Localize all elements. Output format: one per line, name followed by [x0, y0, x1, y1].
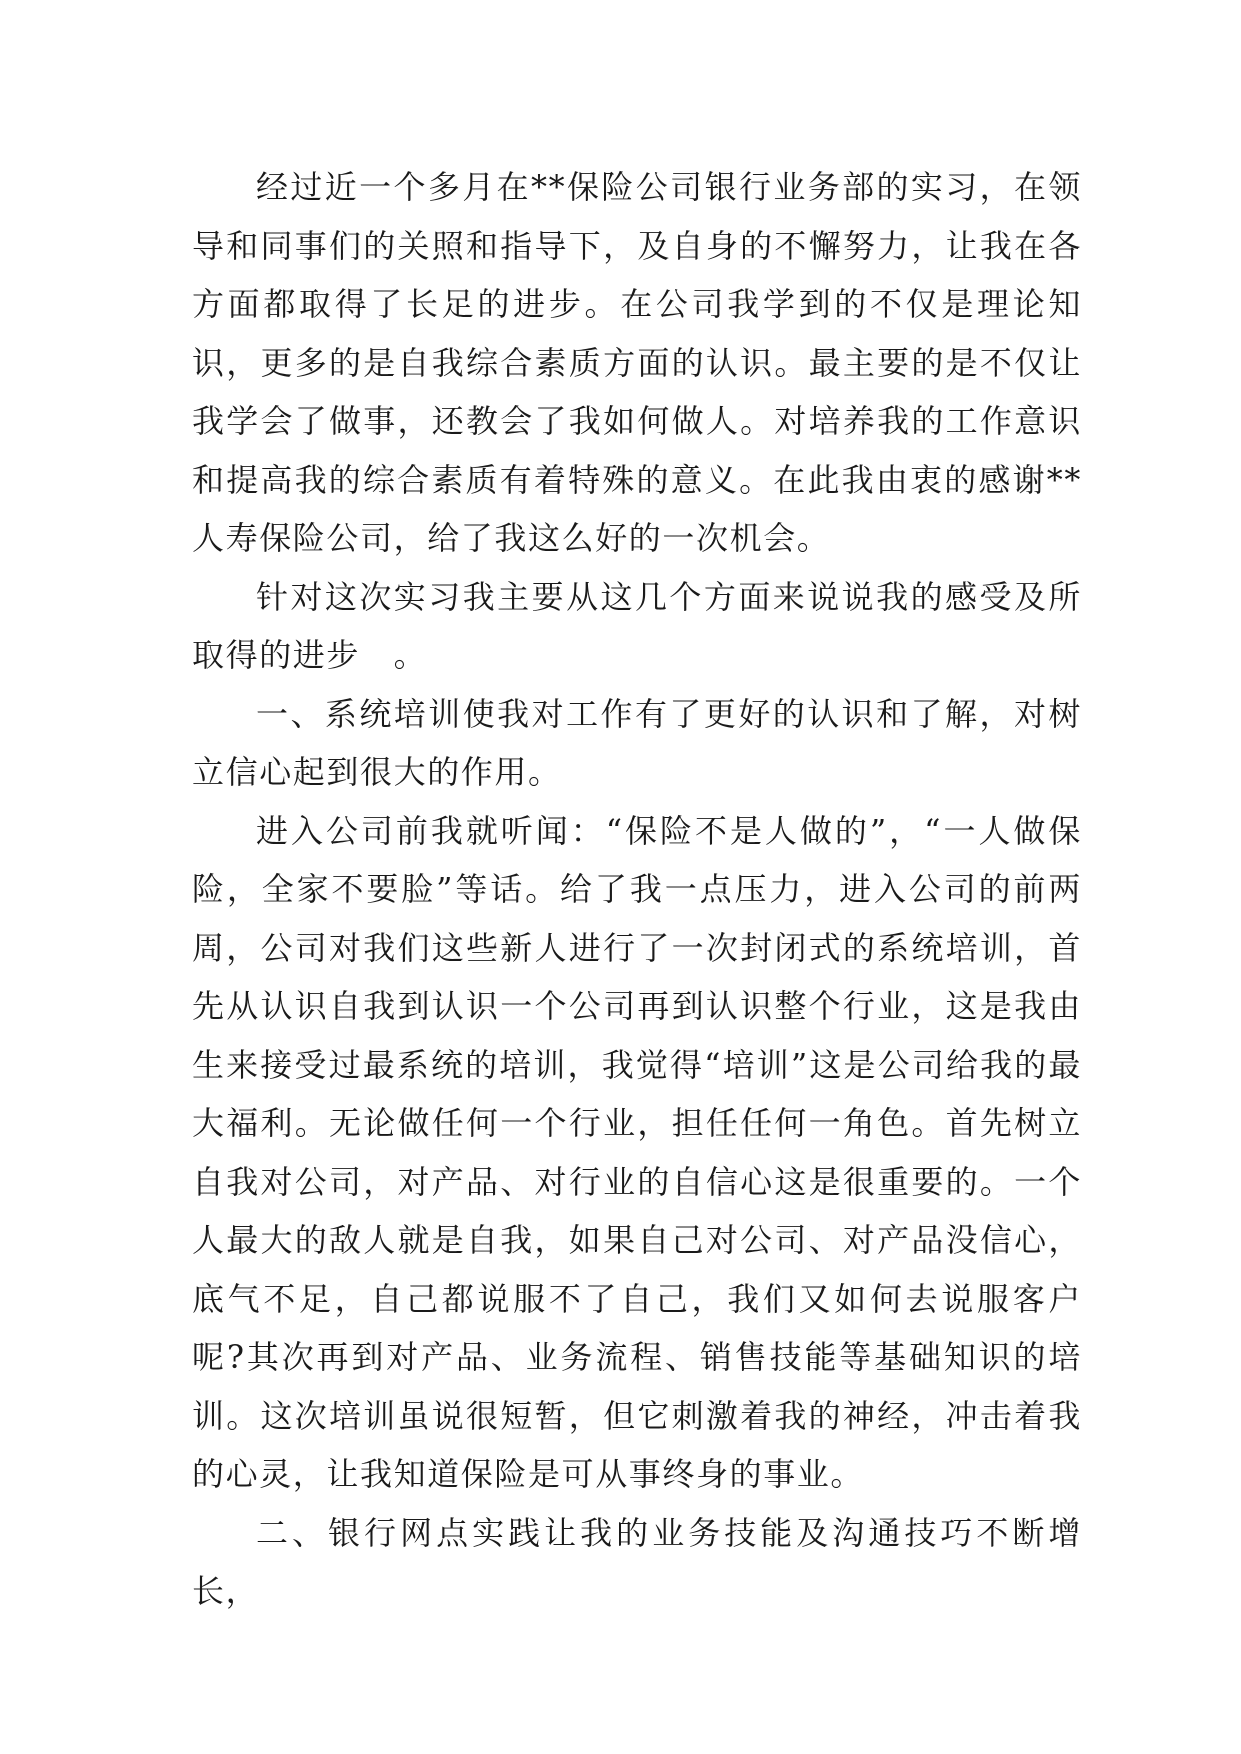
- document-body: [192, 158, 1082, 1621]
- paragraph-internship-intro: 经过近一个多月在**保险公司银行业务部的实习，在领导和同事们的关照和指导下，及自身的不懈努力，让我在各方面都取得了长足的进步。在公司我学到的不仅是理论知识，更多的是自我综合素质方面的认识。最主要的是不仅让我学会了做事，还教会了我如何做人。对培养我的工作意识和提高我的综合素质有着特殊的意义。在此我由衷的感谢**人寿保险公司，给了我这么好的一次机会。: [192, 168, 1082, 557]
- paragraph-section-two-heading: 二、银行网点实践让我的业务技能及沟通技巧不断增长，: [192, 1513, 1082, 1610]
- paragraph-aspects-intro: 针对这次实习我主要从这几个方面来说说我的感受及所取得的进步 。: [192, 577, 1082, 674]
- paragraph-training-details: 进入公司前我就听闻：“保险不是人做的”，“一人做保险，全家不要脸”等话。给了我一点压力，进入公司的前两周，公司对我们这些新人进行了一次封闭式的系统培训，首先从认识自我到认识一个公司再到认识整个行业，这是我由生来接受过最系统的培训，我觉得“培训”这是公司给我的最大福利。无论做任何一个行业，担任任何一角色。首先树立自我对公司，对产品、对行业的自信心这是很重要的。一个人最大的敌人就是自我，如果自己对公司、对产品没信心，底气不足，自己都说服不了自己，我们又如何去说服客户呢?其次再到对产品、业务流程、销售技能等基础知识的培训。这次培训虽说很短暂，但它刺激着我的神经，冲击着我的心灵，让我知道保险是可从事终身的事业。: [192, 811, 1082, 1493]
- paragraph-section-one-heading: 一、系统培训使我对工作有了更好的认识和了解，对树立信心起到很大的作用。: [192, 694, 1082, 791]
